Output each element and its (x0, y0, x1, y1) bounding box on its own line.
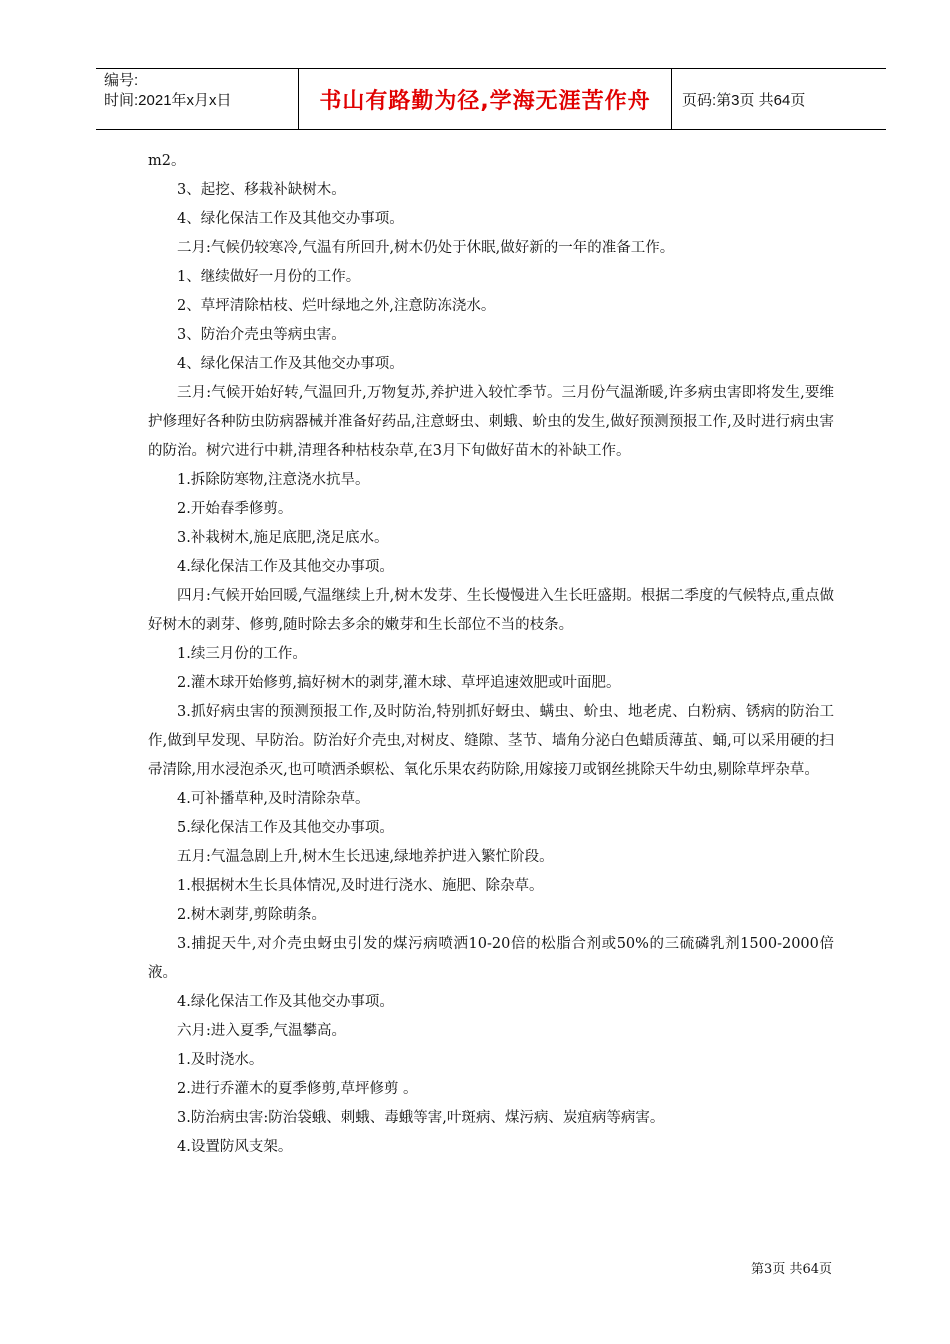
paragraph: 2、草坪清除枯枝、烂叶绿地之外,注意防冻浇水。 (177, 298, 496, 314)
page-header (96, 68, 886, 130)
document-time: 时间:2021年x月x日 (104, 92, 232, 109)
paragraph: 2.灌木球开始修剪,搞好树木的剥芽,灌木球、草坪追速效肥或叶面肥。 (177, 675, 621, 691)
paragraph: 1.及时浇水。 (177, 1052, 264, 1068)
paragraph: 4.绿化保洁工作及其他交办事项。 (177, 559, 394, 575)
document-body (148, 147, 834, 1162)
paragraph: 4.设置防风支架。 (177, 1139, 293, 1155)
paragraph: 1.续三月份的工作。 (177, 646, 307, 662)
paragraph: 1.拆除防寒物,注意浇水抗旱。 (177, 472, 370, 488)
paragraph: 5.绿化保洁工作及其他交办事项。 (177, 820, 394, 836)
paragraph: 3.补栽树木,施足底肥,浇足底水。 (177, 530, 389, 546)
paragraph: 4.可补播草种,及时清除杂草。 (177, 791, 370, 807)
paragraph: 1、继续做好一月份的工作。 (177, 269, 361, 285)
paragraph: 4.绿化保洁工作及其他交办事项。 (177, 994, 394, 1010)
paragraph: 五月:气温急剧上升,树木生长迅速,绿地养护进入繁忙阶段。 (177, 849, 554, 865)
paragraph: 1.根据树木生长具体情况,及时进行浇水、施肥、除杂草。 (177, 878, 544, 894)
paragraph: 3.防治病虫害:防治袋蛾、刺蛾、毒蛾等害,叶斑病、煤污病、炭疽病等病害。 (177, 1110, 665, 1126)
header-meta (96, 69, 298, 129)
paragraph: 二月:气候仍较寒冷,气温有所回升,树木仍处于休眠,做好新的一年的准备工作。 (177, 240, 675, 256)
paragraph: 3.捕捉天牛,对介壳虫蚜虫引发的煤污病喷洒10-20倍的松脂合剂或50%的三硫磷乳剂1500-2000倍液。 (148, 936, 834, 981)
paragraph: 2.进行乔灌木的夏季修剪,草坪修剪 。 (177, 1081, 418, 1097)
document-number: 编号: (104, 72, 139, 89)
paragraph: 3、起挖、移栽补缺树木。 (177, 182, 346, 198)
header-page-number: 页码:第3页 共64页 (682, 91, 806, 109)
paragraph: m2。 (148, 153, 186, 169)
header-motto: 书山有路勤为径,学海无涯苦作舟 (298, 69, 672, 129)
paragraph: 四月:气候开始回暖,气温继续上升,树木发芽、生长慢慢进入生长旺盛期。根据二季度的气候特点,重点做好树木的剥芽、修剪,随时除去多余的嫩芽和生长部位不当的枝条。 (148, 588, 834, 633)
paragraph: 3、防治介壳虫等病虫害。 (177, 327, 346, 343)
paragraph: 三月:气候开始好转,气温回升,万物复苏,养护进入较忙季节。三月份气温渐暖,许多病虫害即将发生,要维护修理好各种防虫防病器械并准备好药品,注意蚜虫、刺蛾、蚧虫的发生,做好预测预报工作,及时进行病虫害的防治。树穴进行中耕,清理各种枯枝杂草,在3月下旬做好苗木的补缺工作。 (148, 385, 834, 459)
paragraph: 2.开始春季修剪。 (177, 501, 293, 517)
paragraph: 六月:进入夏季,气温攀高。 (177, 1023, 346, 1039)
paragraph: 4、绿化保洁工作及其他交办事项。 (177, 211, 404, 227)
footer-page-number: 第3页 共64页 (751, 1262, 832, 1277)
paragraph: 3.抓好病虫害的预测预报工作,及时防治,特别抓好蚜虫、螨虫、蚧虫、地老虎、白粉病、锈病的防治工作,做到早发现、早防治。防治好介壳虫,对树皮、缝隙、茎节、墙角分泌白色蜡质薄茧、蛹,可以采用硬的扫帚清除,用水浸泡杀灭,也可喷洒杀螟松、氧化乐果农药防除,用嫁接刀或钢丝挑除天牛幼虫,剔除草坪杂草。 (148, 704, 834, 778)
paragraph: 4、绿化保洁工作及其他交办事项。 (177, 356, 404, 372)
paragraph: 2.树木剥芽,剪除萌条。 (177, 907, 326, 923)
